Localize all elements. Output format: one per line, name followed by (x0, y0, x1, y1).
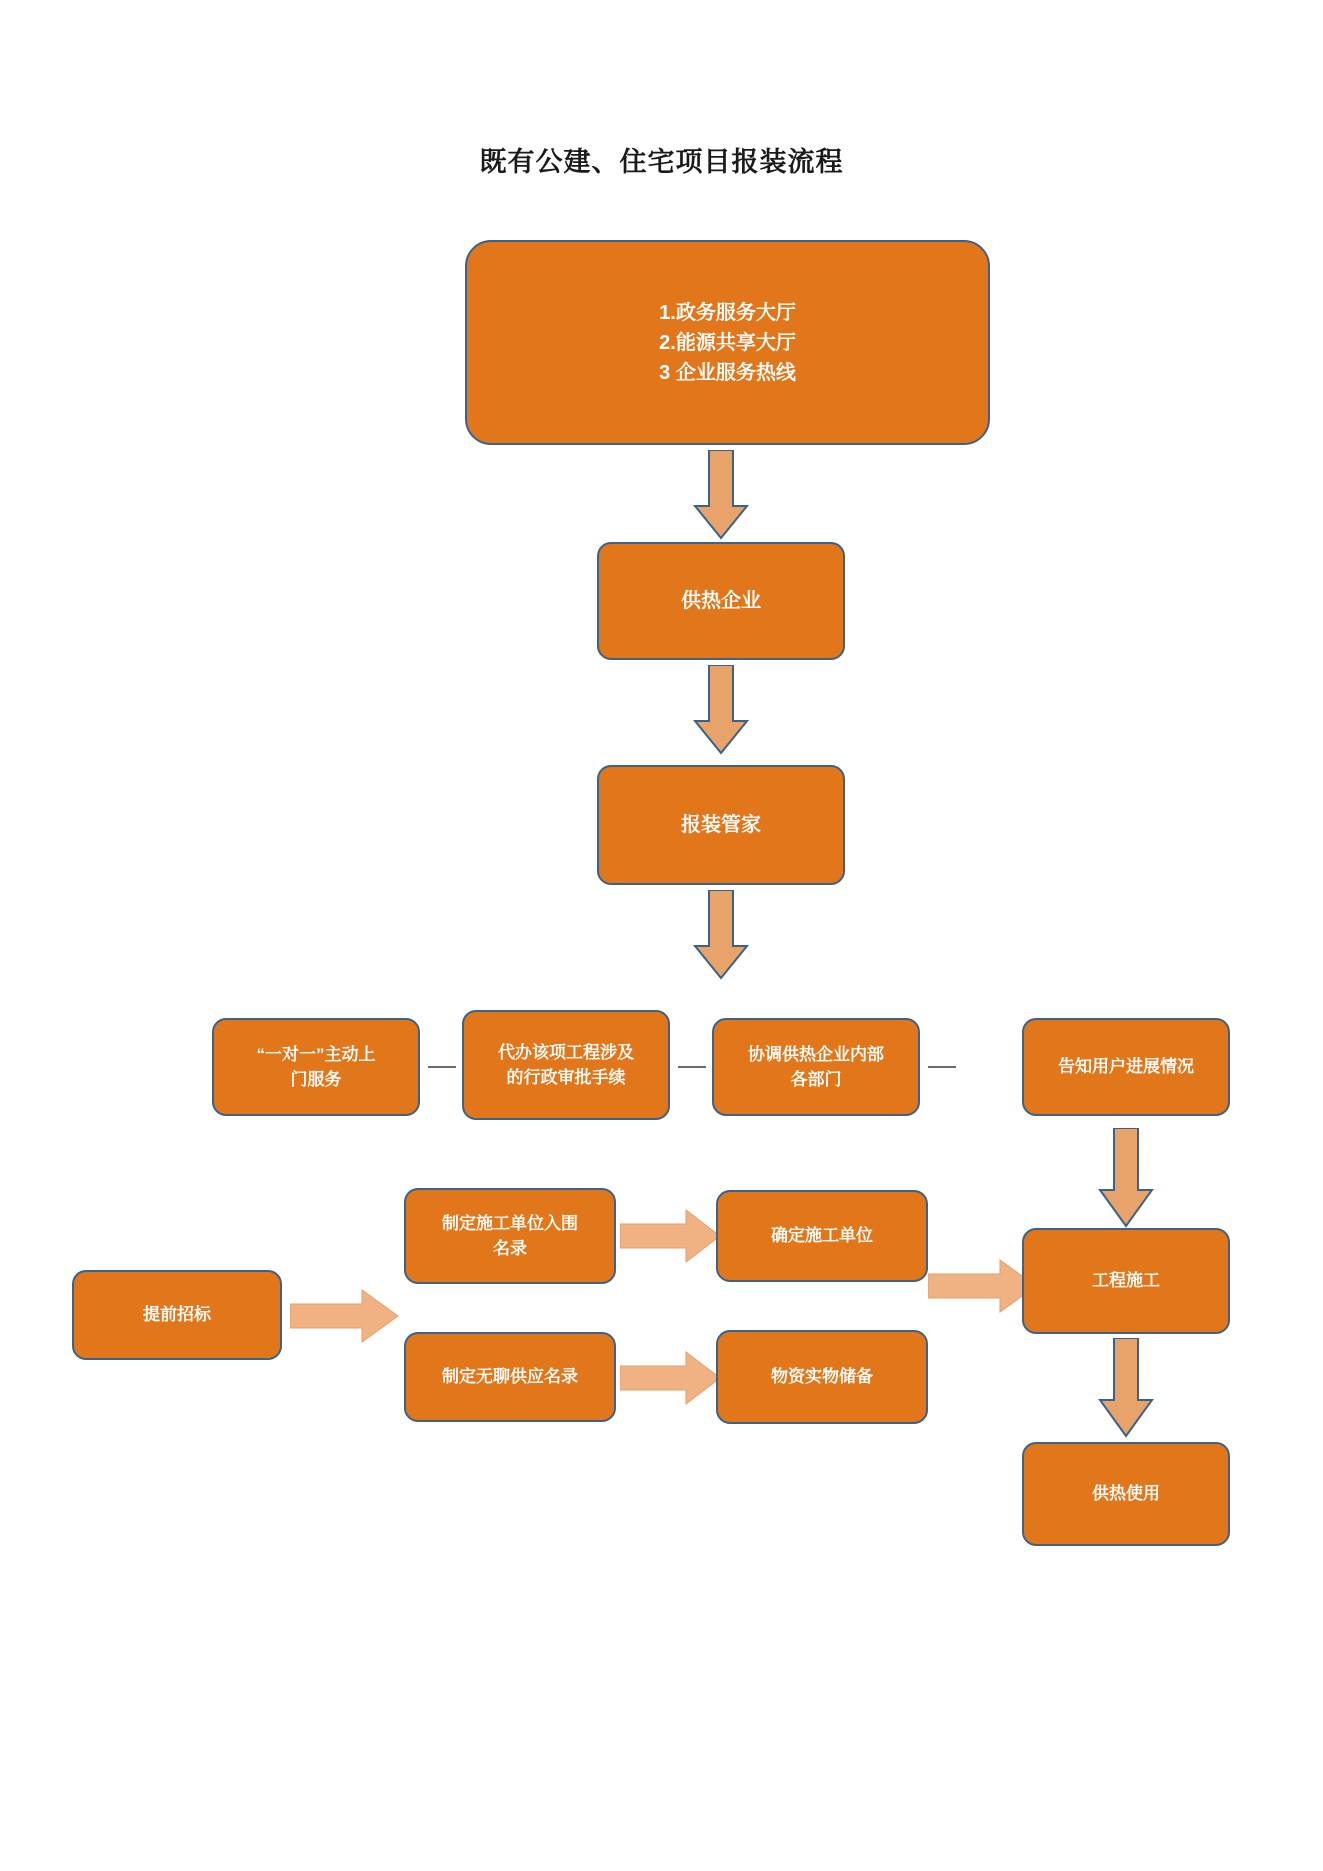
node-entry-channels-lines (467, 298, 988, 388)
node-contractor-confirmed-lines (718, 1223, 926, 1249)
node-heating-use (1022, 1442, 1230, 1546)
node-material-reserve-line-1: 物资实物储备 (771, 1367, 873, 1387)
node-contractor-shortlist-lines (406, 1211, 614, 1262)
arrow-shortlist-to-confirm (620, 1208, 722, 1264)
node-service-approval-agency (462, 1010, 670, 1120)
node-entry-channels-line-1: 1.政务服务大厅 (659, 301, 796, 324)
connector-service-3-4 (928, 1066, 956, 1068)
node-heating-company-line-1: 供热企业 (681, 590, 761, 612)
node-supplier-list-line-1: 制定无聊供应名录 (442, 1367, 578, 1387)
node-service-approval-agency-line-1: 代办该项工程涉及 (498, 1042, 634, 1062)
node-early-tender-lines (74, 1302, 280, 1328)
node-service-internal-coordination-line-2: 各部门 (790, 1070, 842, 1089)
node-install-steward-lines (599, 810, 843, 840)
arrow-steward-to-services (693, 890, 749, 980)
node-service-one-to-one-line-1: “一对一”主动上 (256, 1044, 376, 1064)
node-entry-channels-line-3: 3 企业服务热线 (659, 361, 796, 384)
node-supplier-list-lines (406, 1364, 614, 1390)
node-early-tender-line-1: 提前招标 (143, 1305, 211, 1325)
node-service-internal-coordination-line-1: 协调供热企业内部 (748, 1044, 884, 1064)
arrow-entry-to-heating-company (693, 450, 749, 540)
node-construction-line-1: 工程施工 (1092, 1271, 1160, 1291)
node-material-reserve-lines (718, 1364, 926, 1390)
page-title: 既有公建、住宅项目报装流程 (479, 147, 844, 177)
node-supplier-list (404, 1332, 616, 1422)
arrow-supplier-list-to-reserve (620, 1350, 722, 1406)
arrow-tender-to-lists (290, 1288, 400, 1344)
node-material-reserve (716, 1330, 928, 1424)
node-service-internal-coordination-lines (714, 1042, 918, 1093)
node-service-one-to-one-line-2: 门服务 (290, 1070, 342, 1089)
node-service-notify-user (1022, 1018, 1230, 1116)
node-heating-use-lines (1024, 1481, 1228, 1507)
node-construction-lines (1024, 1268, 1228, 1294)
node-contractor-shortlist (404, 1188, 616, 1284)
node-contractor-shortlist-line-2: 名录 (493, 1239, 527, 1258)
node-construction (1022, 1228, 1230, 1334)
node-heating-company-lines (599, 586, 843, 616)
node-service-internal-coordination (712, 1018, 920, 1116)
node-early-tender (72, 1270, 282, 1360)
node-install-steward (597, 765, 845, 885)
node-contractor-confirmed (716, 1190, 928, 1282)
node-heating-use-line-1: 供热使用 (1092, 1484, 1160, 1504)
arrow-construction-to-heating-use (1098, 1338, 1154, 1438)
node-entry-channels (465, 240, 990, 445)
node-service-approval-agency-lines (464, 1040, 668, 1091)
node-service-approval-agency-line-2: 的行政审批手续 (506, 1068, 626, 1087)
node-contractor-confirmed-line-1: 确定施工单位 (771, 1226, 873, 1246)
node-install-steward-line-1: 报装管家 (681, 814, 761, 836)
connector-service-2-3 (678, 1066, 706, 1068)
node-heating-company (597, 542, 845, 660)
arrow-heating-company-to-steward (693, 665, 749, 755)
arrow-notify-user-to-construction (1098, 1128, 1154, 1228)
node-contractor-shortlist-line-1: 制定施工单位入围 (442, 1213, 578, 1233)
node-service-one-to-one (212, 1018, 420, 1116)
node-entry-channels-line-2: 2.能源共享大厅 (659, 331, 796, 354)
node-service-notify-user-lines (1024, 1054, 1228, 1080)
node-service-one-to-one-lines (214, 1042, 418, 1093)
connector-service-1-2 (428, 1066, 456, 1068)
node-service-notify-user-line-1: 告知用户进展情况 (1058, 1057, 1194, 1077)
